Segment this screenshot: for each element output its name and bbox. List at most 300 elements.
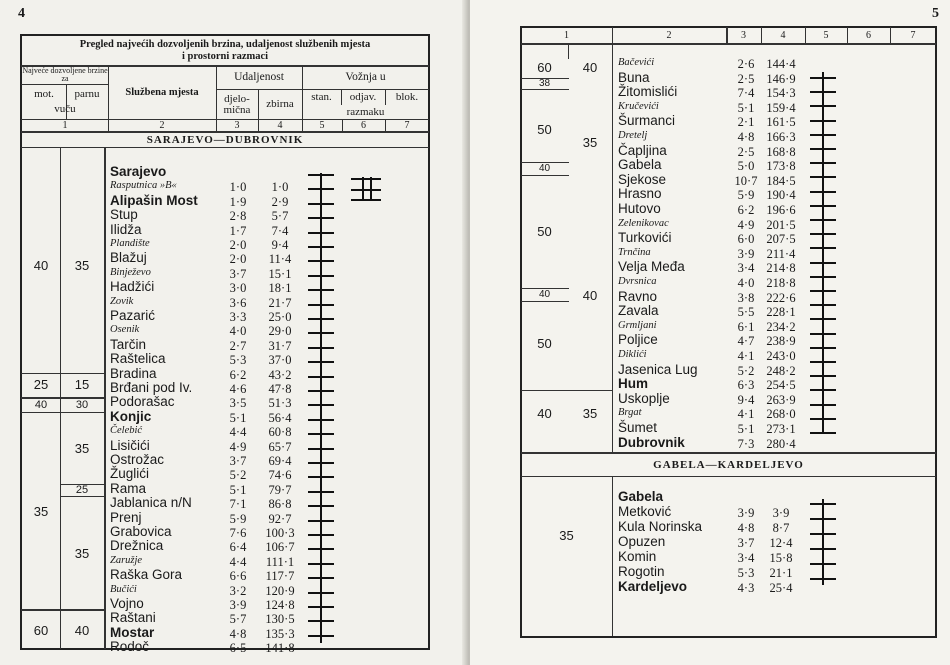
distance-partial: 4·8	[229, 626, 247, 641]
block-tick	[810, 276, 836, 278]
col-number-7: 7	[404, 120, 410, 131]
rule	[521, 390, 612, 391]
block-tick	[810, 191, 836, 193]
col-number-4: 4	[780, 30, 786, 41]
distance-cumulative: 218·8	[766, 276, 796, 290]
block-tick	[810, 318, 836, 320]
distance-partial: 4·8	[737, 130, 755, 144]
distance-cumulative: 18·1	[268, 281, 292, 296]
col-number-2: 2	[159, 120, 165, 131]
distance-cumulative: 2·9	[271, 194, 289, 209]
col-number-1: 1	[564, 30, 569, 41]
station-name: Bačevići	[618, 57, 655, 68]
distance-cumulative: 168·8	[766, 144, 796, 159]
header-stan: stan.	[311, 91, 332, 103]
block-tick	[308, 462, 334, 464]
distance-partial: 2·0	[229, 238, 247, 252]
station-name: Čapljina	[618, 142, 667, 158]
distance-partial: 4·6	[229, 382, 247, 396]
distance-partial: 3·7	[229, 454, 247, 468]
block-diagram-axis	[822, 72, 824, 434]
rule	[21, 84, 108, 85]
station-name: Dvrsnica	[618, 276, 657, 287]
block-tick	[308, 260, 334, 262]
block-tick	[810, 533, 836, 535]
block-tick	[308, 563, 334, 565]
distance-partial: 6·2	[229, 367, 247, 382]
distance-partial: 2·1	[737, 115, 755, 130]
distance-cumulative: 21·7	[268, 295, 292, 310]
distance-partial: 5·1	[737, 422, 755, 436]
station-name: Buna	[618, 69, 650, 85]
speed-mot: 38	[538, 78, 551, 89]
station-name: Sjekose	[618, 171, 667, 187]
rule	[21, 147, 429, 148]
distance-partial: 5·3	[737, 566, 755, 580]
station-name: Plandište	[110, 238, 150, 249]
header-djelomicna: djelo-mična	[223, 93, 251, 116]
speed-mot: 40	[538, 163, 551, 174]
block-tick	[810, 304, 836, 306]
distance-cumulative: 207·5	[766, 232, 796, 247]
station-name: Turkovići	[618, 230, 672, 246]
distance-cumulative: 234·2	[766, 319, 796, 334]
distance-partial: 4·7	[737, 334, 755, 349]
station-name: Zelenikovac	[618, 217, 669, 229]
speed-mot: 50	[537, 224, 552, 239]
distance-cumulative: 268·0	[766, 407, 796, 422]
speed-mot: 35	[33, 504, 49, 519]
station-name: Rogotin	[618, 564, 665, 579]
rule	[21, 609, 104, 611]
rule	[521, 89, 569, 90]
station-name: Metković	[618, 504, 672, 519]
block-tick	[308, 232, 334, 234]
block-tick	[810, 105, 836, 107]
distance-partial: 3·9	[737, 246, 755, 261]
distance-partial: 6·0	[737, 232, 755, 247]
block-tick	[810, 77, 836, 79]
block-tick	[810, 503, 836, 505]
speed-mot: 25	[33, 377, 49, 392]
station-name: Brđani pod Iv.	[110, 380, 193, 395]
block-tick	[810, 290, 836, 292]
col-number-2: 2	[666, 30, 672, 41]
distance-partial: 3·7	[737, 536, 755, 550]
distance-partial: 6·3	[737, 378, 755, 393]
header-odjav: odjav.	[349, 91, 377, 103]
right-page	[470, 0, 950, 665]
station-name: Raštelica	[110, 351, 166, 367]
block-diagram-axis	[320, 173, 322, 643]
station-name: Kardeljevo	[618, 579, 688, 594]
distance-partial: 5·1	[737, 100, 755, 115]
station-name: Žuglići	[110, 466, 150, 482]
speed-parnu: 25	[75, 484, 89, 496]
speed-parnu: 40	[582, 288, 598, 303]
distance-cumulative: 111·1	[265, 554, 295, 569]
distance-cumulative: 263·9	[766, 392, 796, 407]
distance-cumulative: 248·2	[766, 363, 796, 378]
station-name: Dretelj	[618, 130, 648, 141]
distance-cumulative: 12·4	[769, 536, 793, 550]
station-name: Prenj	[110, 509, 142, 525]
speed-parnu: 15	[74, 377, 90, 392]
header-vucu: vuču	[54, 103, 76, 115]
distance-partial: 5·9	[737, 188, 755, 203]
station-name: Opuzen	[618, 534, 666, 549]
distance-partial: 2·6	[737, 57, 755, 71]
block-tick	[308, 188, 334, 190]
distance-cumulative: 31·7	[268, 338, 292, 353]
block-tick	[810, 162, 836, 164]
block-tick	[810, 176, 836, 178]
odjav-tick	[351, 199, 381, 201]
distance-cumulative: 15·1	[268, 266, 292, 281]
block-tick	[810, 563, 836, 565]
distance-partial: 3·8	[737, 290, 755, 305]
station-name: Čelebić	[110, 425, 143, 437]
block-tick	[308, 505, 334, 507]
distance-partial: 4·8	[737, 521, 755, 535]
distance-cumulative: 190·4	[766, 188, 796, 203]
speed-parnu: 35	[74, 258, 90, 273]
station-name: Raška Gora	[110, 567, 183, 583]
distance-partial: 3·7	[229, 266, 247, 281]
speed-mot: 35	[559, 528, 574, 543]
distance-cumulative: 201·5	[766, 217, 796, 232]
block-tick	[308, 361, 334, 363]
station-name: Diklići	[618, 349, 647, 360]
rule	[521, 175, 569, 176]
distance-partial: 5·7	[229, 612, 247, 627]
station-name: Šurmanci	[618, 113, 676, 129]
station-name: Hrasno	[618, 186, 662, 202]
distance-cumulative: 8·7	[772, 521, 790, 535]
station-name: Šumet	[618, 420, 658, 435]
distance-partial: 3·9	[737, 506, 755, 520]
speed-mot: 60	[33, 623, 49, 638]
block-tick	[810, 404, 836, 406]
distance-partial: 4·3	[737, 581, 755, 595]
block-tick	[308, 592, 334, 594]
distance-partial: 7·3	[737, 436, 755, 451]
station-name: Bradina	[110, 365, 157, 381]
block-tick	[308, 419, 334, 421]
distance-partial: 7·6	[229, 526, 247, 540]
block-tick	[308, 520, 334, 522]
station-name: Ostrožac	[110, 452, 165, 467]
block-tick	[810, 333, 836, 335]
station-name: Ravno	[618, 288, 658, 304]
station-name: Gabela	[618, 489, 664, 504]
distance-partial: 3·4	[737, 261, 755, 276]
block-tick	[308, 304, 334, 306]
station-name: Stup	[110, 207, 138, 223]
block-tick	[810, 389, 836, 391]
block-tick	[308, 217, 334, 219]
block-tick	[810, 134, 836, 136]
rule	[612, 477, 613, 636]
rule	[216, 89, 429, 90]
station-name: Brgat	[618, 407, 642, 419]
distance-cumulative: 159·4	[766, 100, 796, 115]
distance-partial: 3·5	[229, 396, 247, 411]
station-name: Rama	[110, 480, 147, 496]
distance-cumulative: 280·4	[766, 436, 796, 451]
header-voznja: Vožnja u	[345, 71, 386, 83]
distance-partial: 5·2	[737, 363, 755, 378]
distance-cumulative: 228·1	[766, 305, 796, 320]
distance-cumulative: 1·0	[271, 180, 289, 195]
station-name: Poljice	[618, 332, 658, 348]
distance-partial: 2·8	[229, 209, 247, 224]
distance-cumulative: 86·8	[268, 497, 292, 512]
block-tick	[308, 433, 334, 435]
station-name: Osenik	[110, 324, 140, 336]
distance-partial: 10·7	[734, 173, 758, 188]
speed-parnu: 35	[74, 441, 90, 456]
distance-partial: 7·1	[229, 497, 247, 512]
distance-cumulative: 222·6	[766, 290, 796, 305]
distance-partial: 5·0	[737, 159, 755, 174]
speed-parnu: 35	[74, 546, 90, 561]
distance-cumulative: 29·0	[268, 324, 292, 339]
speed-parnu: 40	[74, 623, 90, 638]
speed-parnu: 35	[582, 406, 598, 421]
header-razmaku: razmaku	[346, 106, 385, 118]
station-name: Velja Međa	[618, 259, 685, 275]
distance-partial: 6·2	[737, 203, 755, 217]
block-tick	[810, 518, 836, 520]
distance-cumulative: 100·3	[265, 526, 295, 540]
distance-cumulative: 37·0	[268, 353, 292, 368]
distance-partial: 4·1	[737, 407, 755, 422]
distance-cumulative: 146·9	[766, 71, 796, 86]
rule	[612, 27, 613, 452]
distance-cumulative: 161·5	[766, 115, 796, 130]
page-number-right: 5	[932, 6, 939, 21]
distance-partial: 4·0	[737, 276, 755, 290]
distance-partial: 4·1	[737, 349, 755, 363]
distance-cumulative: 47·8	[268, 382, 292, 396]
distance-partial: 5·1	[229, 482, 247, 497]
station-name: Blažuj	[110, 250, 147, 266]
distance-cumulative: 214·8	[766, 261, 796, 276]
rule	[521, 476, 936, 477]
station-name: Pazarić	[110, 308, 156, 323]
distance-cumulative: 43·2	[268, 367, 292, 382]
header-zbirna: zbirna	[266, 98, 294, 110]
distance-cumulative: 173·8	[766, 159, 796, 174]
distance-cumulative: 211·4	[766, 246, 796, 261]
block-tick	[810, 219, 836, 221]
station-name: Hadžići	[110, 279, 155, 295]
block-tick	[810, 148, 836, 150]
distance-partial: 3·2	[229, 583, 247, 598]
distance-cumulative: 7·4	[271, 223, 289, 238]
block-tick	[810, 375, 836, 377]
header-parnu: parnu	[74, 88, 100, 100]
block-diagram-axis	[822, 499, 824, 585]
station-name: Trnčina	[618, 246, 651, 258]
distance-cumulative: 5·7	[271, 209, 289, 224]
station-name: Kula Norinska	[618, 519, 703, 534]
distance-partial: 4·9	[737, 217, 755, 232]
station-name: Binježevo	[110, 266, 151, 278]
col-number-6: 6	[361, 120, 366, 131]
header-station: Službena mjesta	[125, 87, 199, 98]
distance-partial: 4·0	[229, 324, 247, 339]
distance-partial: 3·3	[229, 310, 247, 324]
col-number-7: 7	[910, 30, 916, 41]
distance-cumulative: 238·9	[766, 334, 796, 349]
distance-cumulative: 273·1	[766, 422, 796, 436]
distance-cumulative: 65·7	[268, 439, 292, 454]
distance-cumulative: 106·7	[265, 540, 295, 555]
station-name: Hutovo	[618, 201, 661, 216]
station-name: Raštani	[110, 610, 156, 626]
station-name: Grabovica	[110, 524, 172, 539]
station-name: Grmljani	[618, 319, 657, 331]
block-tick	[810, 418, 836, 420]
station-name: Alipašin Most	[110, 192, 198, 208]
distance-cumulative: 51·3	[268, 396, 292, 411]
distance-partial: 5·3	[229, 353, 247, 368]
col-number-4: 4	[277, 120, 283, 131]
block-tick	[308, 491, 334, 493]
distance-partial: 4·4	[229, 425, 247, 440]
block-tick	[810, 361, 836, 363]
distance-cumulative: 56·4	[268, 410, 292, 425]
distance-cumulative: 196·6	[766, 203, 796, 217]
distance-partial: 4·9	[229, 439, 247, 454]
section-sarajevo-dubrovnik: SARAJEVO—DUBROVNIK	[146, 134, 304, 146]
col-number-3: 3	[741, 30, 746, 41]
distance-cumulative: 11·4	[268, 252, 292, 267]
distance-cumulative: 3·9	[772, 506, 790, 520]
header-udaljenost: Udaljenost	[234, 71, 284, 83]
distance-cumulative: 92·7	[268, 511, 292, 526]
station-name: Lisičići	[110, 437, 150, 453]
block-tick	[810, 205, 836, 207]
distance-cumulative: 130·5	[265, 612, 295, 627]
header-mot: mot.	[34, 88, 54, 100]
station-name: Mostar	[110, 624, 155, 640]
block-tick	[308, 347, 334, 349]
speed-parnu: 35	[582, 135, 598, 150]
col-number-5: 5	[319, 120, 325, 131]
distance-cumulative: 135·3	[265, 626, 295, 641]
distance-partial: 1·0	[229, 180, 247, 195]
block-tick	[308, 203, 334, 205]
station-name: Žitomislići	[618, 84, 678, 100]
section-gabela-kardeljevo: GABELA—KARDELJEVO	[653, 459, 804, 471]
station-name: Zaružje	[110, 554, 143, 566]
odjav-tick	[351, 189, 381, 191]
header-blok: blok.	[395, 91, 419, 103]
speed-parnu: 40	[582, 60, 598, 75]
left-page	[0, 0, 468, 665]
block-tick	[810, 247, 836, 249]
rule	[21, 131, 429, 133]
station-name: Kručevići	[618, 100, 659, 112]
block-tick	[308, 534, 334, 536]
table-title-line2: i prostorni razmaci	[181, 51, 269, 62]
block-tick	[308, 289, 334, 291]
block-tick	[308, 318, 334, 320]
distance-partial: 3·0	[229, 281, 247, 296]
station-name: Vojno	[110, 596, 144, 611]
distance-cumulative: 25·4	[769, 581, 793, 595]
block-tick	[810, 578, 836, 580]
distance-cumulative: 243·0	[766, 349, 796, 363]
speed-mot: 40	[538, 289, 551, 300]
block-tick	[810, 120, 836, 122]
rule	[60, 496, 104, 497]
distance-cumulative: 166·3	[766, 130, 796, 144]
distance-cumulative: 79·7	[268, 482, 292, 497]
block-tick	[308, 390, 334, 392]
block-tick	[810, 91, 836, 93]
station-name: Drežnica	[110, 538, 164, 554]
station-name: Rodoč	[110, 639, 150, 655]
distance-partial: 2·7	[229, 338, 247, 353]
station-name: Podorašac	[110, 394, 175, 410]
distance-partial: 1·9	[229, 194, 247, 209]
distance-cumulative: 69·4	[268, 454, 292, 468]
distance-partial: 2·5	[737, 144, 755, 159]
distance-partial: 6·4	[229, 540, 247, 555]
rule	[104, 148, 106, 649]
distance-cumulative: 21·1	[769, 566, 793, 580]
block-tick	[810, 347, 836, 349]
distance-partial: 6·1	[737, 319, 755, 334]
speed-mot: 40	[33, 258, 49, 273]
station-name: Rasputnica »B«	[110, 180, 177, 192]
rule	[521, 452, 936, 454]
rule	[21, 412, 104, 413]
header-speed-group: Najveće dozvoljene brzine za	[22, 66, 108, 83]
station-name: Sarajevo	[110, 164, 167, 179]
block-tick	[308, 376, 334, 378]
station-name: Bučići	[110, 583, 137, 595]
station-name: Dubrovnik	[618, 434, 685, 450]
rule	[521, 301, 569, 302]
distance-partial: 3·4	[737, 551, 755, 565]
station-name: Gabela	[618, 157, 662, 173]
distance-cumulative: 74·6	[268, 468, 292, 483]
station-name: Tarčin	[110, 336, 147, 352]
station-name: Jasenica Lug	[618, 361, 698, 377]
odjav-tick	[351, 178, 381, 180]
distance-partial: 3·6	[229, 295, 247, 310]
block-tick	[308, 404, 334, 406]
station-name: Zavala	[618, 303, 659, 319]
distance-cumulative: 15·8	[769, 551, 793, 565]
speed-mot: 60	[537, 60, 552, 75]
distance-cumulative: 120·9	[265, 583, 295, 598]
speed-mot: 50	[537, 122, 552, 137]
rule	[568, 44, 569, 59]
distance-partial: 6·5	[229, 641, 247, 656]
block-tick	[810, 233, 836, 235]
distance-partial: 5·9	[229, 511, 247, 526]
block-tick	[810, 548, 836, 550]
distance-partial: 9·4	[737, 392, 755, 407]
station-name: Zovik	[110, 295, 134, 307]
station-name: Jablanica n/N	[110, 495, 192, 511]
